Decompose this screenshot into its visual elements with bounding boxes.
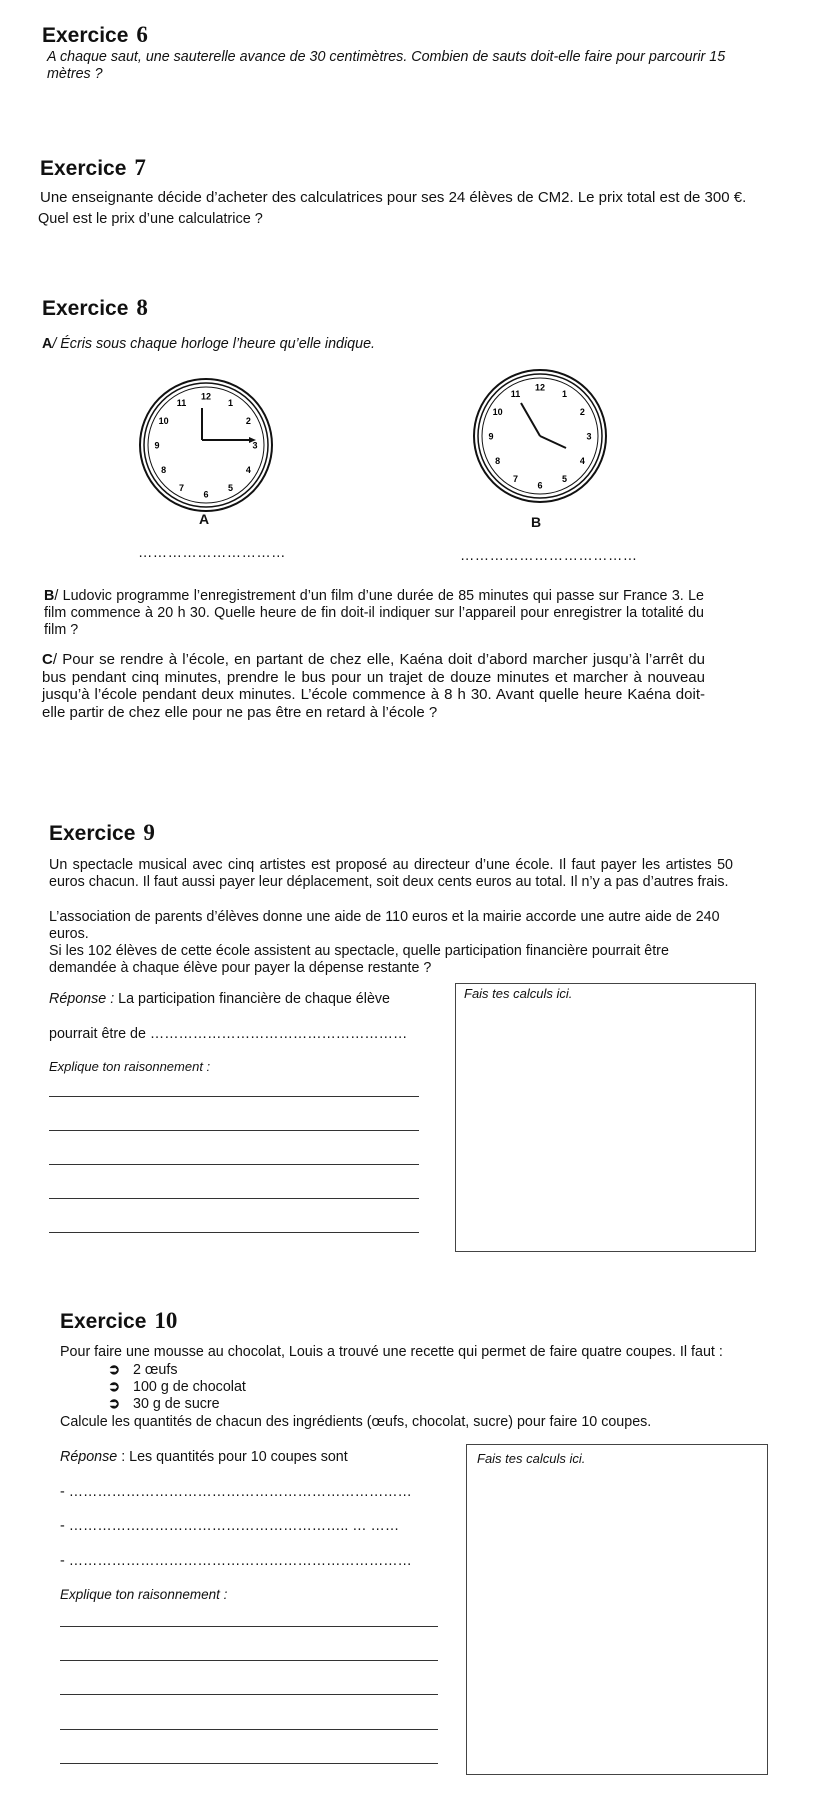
ex7-line1: Une enseignante décide d’acheter des calculatrices pour ses 24 élèves de CM2. Le prix total est de 300 €. bbox=[40, 189, 747, 206]
ex10-title: Exercice bbox=[60, 1310, 147, 1333]
clock-a-rim-inner bbox=[148, 387, 264, 503]
ex9-para2: L’association de parents d’élèves donne une aide de 110 euros et la mairie accorde une autre aide de 240 euros. bbox=[49, 909, 720, 942]
ex8-partB-prefix: B bbox=[44, 588, 55, 604]
ex9-explain-line[interactable] bbox=[49, 1198, 419, 1199]
ex10-calc-box[interactable] bbox=[466, 1444, 768, 1775]
ex9-para3: Si les 102 élèves de cette école assistent au spectacle, quelle participation financière pourrait être demandée à chaque élève pour payer la dépense restante ? bbox=[49, 943, 669, 976]
ex10-ingredient bbox=[108, 1362, 246, 1379]
clock-numeral: 6 bbox=[537, 480, 543, 491]
clock-numeral: 1 bbox=[561, 389, 568, 400]
ex8-partB-text: / Ludovic programme l’enregistrement d’un film d’une durée de 85 minutes qui passe sur France 3. Le film commence à 20 h 30. Quelle heure de fin doit-il indiquer sur l’appareil pour enregistrer la totalité du film ? bbox=[44, 588, 704, 638]
ex8-partA-instruction bbox=[42, 336, 375, 353]
ex8-partA-text: / Écris sous chaque horloge l’heure qu’elle indique. bbox=[52, 336, 376, 352]
clock-numeral: 8 bbox=[161, 465, 167, 475]
ex9-number: 9 bbox=[143, 820, 155, 845]
clock-numeral: 2 bbox=[579, 407, 585, 417]
ex10-ingredient bbox=[108, 1396, 246, 1413]
ex10-explain-label: Explique ton raisonnement : bbox=[60, 1587, 228, 1602]
ex8-partB bbox=[44, 588, 704, 638]
ex8-partA-prefix: A bbox=[42, 336, 53, 352]
ex9-explain-label: Explique ton raisonnement : bbox=[49, 1059, 211, 1074]
clock-numeral: 12 bbox=[200, 391, 212, 402]
ex9-para1: Un spectacle musical avec cinq artistes est proposé au directeur d’une école. Il faut payer les artistes 50 euros chacun. Il faut aussi payer leur déplacement, soit deux cents euros au total. Il n’y a pas d’autres frais. bbox=[49, 857, 733, 890]
ex10-number: 10 bbox=[154, 1308, 178, 1333]
ex8-title: Exercice bbox=[42, 297, 129, 320]
clock-numeral: 3 bbox=[252, 440, 258, 451]
ex10-question: Calcule les quantités de chacun des ingrédients (œufs, chocolat, sucre) pour faire 10 coupes. bbox=[60, 1414, 652, 1430]
clock-b-hand-short bbox=[540, 436, 566, 448]
clock-b-label: B bbox=[531, 514, 542, 530]
ex10-intro: Pour faire une mousse au chocolat, Louis a trouvé une recette qui permet de faire quatre coupes. Il faut : bbox=[60, 1344, 723, 1360]
ex10-ingredients bbox=[108, 1362, 246, 1413]
clock-a-numbers bbox=[154, 392, 257, 500]
clock-numeral: 11 bbox=[510, 389, 521, 400]
clock-numeral: 9 bbox=[154, 440, 160, 451]
clock-numeral: 4 bbox=[579, 456, 585, 466]
ex10-response-label: Réponse bbox=[60, 1449, 118, 1465]
ex7-number: 7 bbox=[134, 155, 146, 180]
clock-numeral: 12 bbox=[534, 382, 546, 393]
clock-b-hand-long bbox=[521, 403, 540, 436]
ex8-heading bbox=[42, 295, 148, 321]
clock-a-rim-middle bbox=[144, 383, 268, 507]
ex10-explain-line[interactable] bbox=[60, 1729, 438, 1730]
arrow-bullet-icon: ➲ bbox=[108, 1396, 120, 1412]
ex10-answer-line[interactable]: - ……………………………………………………………… bbox=[60, 1484, 412, 1500]
ex8-partC bbox=[42, 651, 705, 721]
ex10-response-text: : Les quantités pour 10 coupes sont bbox=[117, 1449, 348, 1465]
ex10-ingredient-text: 100 g de chocolat bbox=[133, 1379, 246, 1395]
clock-numeral: 5 bbox=[227, 482, 234, 493]
ex9-response bbox=[49, 991, 390, 1008]
arrow-bullet-icon: ➲ bbox=[108, 1362, 120, 1378]
ex9-calc-label: Fais tes calculs ici. bbox=[464, 986, 573, 1001]
clock-numeral: 1 bbox=[227, 398, 234, 409]
clock-numeral: 2 bbox=[245, 416, 251, 426]
ex8-partC-prefix: C bbox=[42, 651, 53, 668]
ex8-number: 8 bbox=[136, 295, 148, 320]
arrow-bullet-icon: ➲ bbox=[108, 1379, 120, 1395]
ex6-number: 6 bbox=[136, 22, 148, 47]
ex10-explain-line[interactable] bbox=[60, 1660, 438, 1661]
clock-numeral: 4 bbox=[245, 465, 251, 475]
ex9-response-line2[interactable]: pourrait être de ……………………………………………… bbox=[49, 1026, 408, 1042]
ex9-explain-line[interactable] bbox=[49, 1232, 419, 1233]
ex10-response bbox=[60, 1449, 348, 1466]
clock-a bbox=[136, 375, 276, 515]
ex10-explain-line[interactable] bbox=[60, 1763, 438, 1764]
ex10-explain-line[interactable] bbox=[60, 1694, 438, 1695]
ex10-ingredient bbox=[108, 1379, 246, 1396]
ex9-explain-line[interactable] bbox=[49, 1096, 419, 1097]
ex6-title: Exercice bbox=[42, 24, 129, 47]
ex9-response-text: La participation financière de chaque élève bbox=[114, 991, 390, 1007]
ex6-heading bbox=[42, 22, 148, 48]
ex9-heading bbox=[49, 820, 155, 846]
clock-a-answer-dots: ………………………… bbox=[138, 545, 286, 561]
ex8-partC-text: / Pour se rendre à l’école, en partant de chez elle, Kaéna doit d’abord marcher jusqu’à l’arrêt du bus pendant cinq minutes, prendre le bus pour un trajet de douze minutes et marcher à nouveau jusqu’à l’école pendant deux minutes. L’école commence à 8 h 30. Avant quelle heure Kaéna doit-elle partir de chez elle pour ne pas être en retard à l’école ? bbox=[42, 651, 705, 721]
clock-numeral: 11 bbox=[176, 398, 187, 409]
ex10-heading bbox=[60, 1308, 177, 1334]
ex10-answer-line[interactable]: - ……………………………………………………………… bbox=[60, 1553, 412, 1569]
clock-numeral: 3 bbox=[586, 431, 592, 442]
clock-numeral: 8 bbox=[495, 456, 501, 466]
ex9-response-label: Réponse : bbox=[49, 991, 115, 1007]
ex7-heading bbox=[40, 155, 146, 181]
ex9-title: Exercice bbox=[49, 822, 136, 845]
clock-numeral: 6 bbox=[203, 489, 209, 500]
ex9-explain-line[interactable] bbox=[49, 1130, 419, 1131]
ex10-ingredient-text: 2 œufs bbox=[133, 1362, 178, 1378]
clock-b-answer-dots: ……………………………… bbox=[460, 548, 638, 564]
ex9-calc-box[interactable] bbox=[455, 983, 756, 1252]
clock-numeral: 7 bbox=[178, 482, 185, 493]
clock-numeral: 5 bbox=[561, 473, 568, 484]
ex10-calc-label: Fais tes calculs ici. bbox=[477, 1451, 586, 1466]
clock-b bbox=[470, 366, 610, 506]
clock-numeral: 9 bbox=[488, 431, 494, 442]
ex10-explain-line[interactable] bbox=[60, 1626, 438, 1627]
ex10-ingredient-text: 30 g de sucre bbox=[133, 1396, 220, 1412]
clock-numeral: 10 bbox=[158, 416, 169, 426]
clock-numeral: 7 bbox=[512, 473, 519, 484]
clock-numeral: 10 bbox=[492, 407, 503, 417]
ex7-title: Exercice bbox=[40, 157, 127, 180]
ex9-explain-line[interactable] bbox=[49, 1164, 419, 1165]
ex6-question: A chaque saut, une sauterelle avance de 30 centimètres. Combien de sauts doit-elle faire pour parcourir 15 mètres ? bbox=[47, 49, 726, 82]
ex7-line2: Quel est le prix d’une calculatrice ? bbox=[38, 211, 263, 227]
clock-a-label: A bbox=[199, 511, 210, 527]
ex10-answer-line[interactable]: - ………………………………………………….. … …… bbox=[60, 1518, 400, 1534]
